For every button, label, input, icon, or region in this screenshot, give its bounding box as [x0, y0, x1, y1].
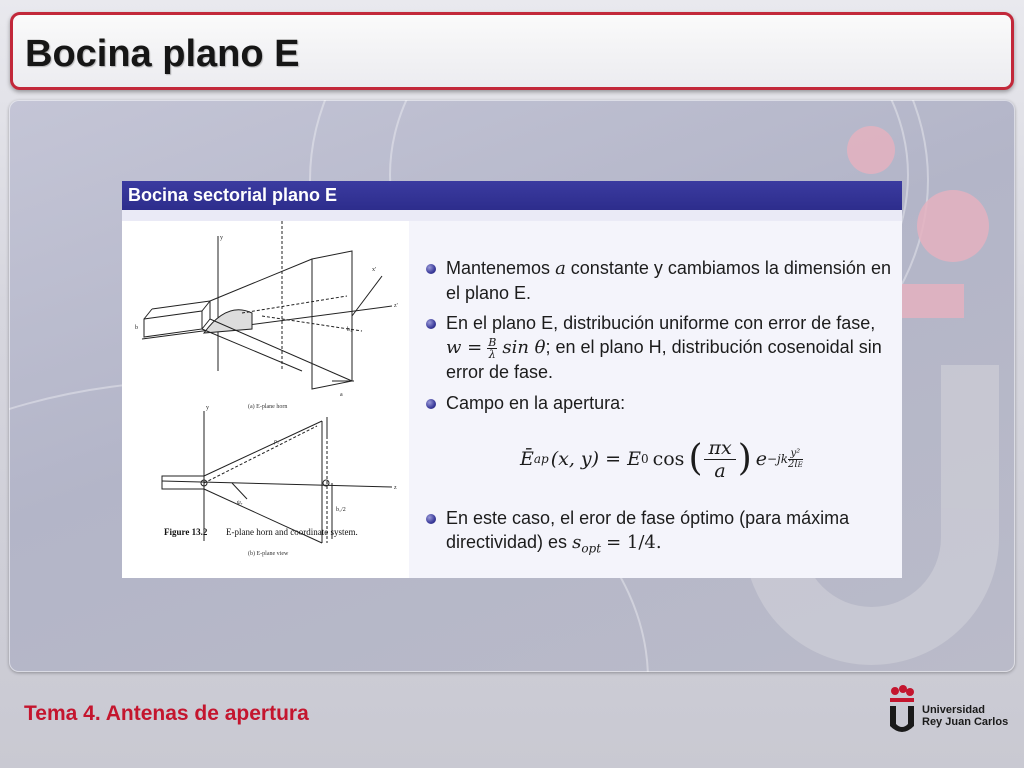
math-subscript: opt	[581, 541, 602, 556]
svg-text:ρ₁: ρ₁	[274, 439, 280, 445]
eq-fraction-numerator: πx	[704, 437, 735, 460]
eq-exp-denominator-sub: E	[797, 460, 803, 469]
aperture-field-equation	[520, 431, 850, 487]
university-name-line1: Universidad	[922, 704, 985, 716]
bullet-item	[424, 256, 894, 305]
fraction-numerator: B	[488, 335, 497, 349]
math-expression: sin θ	[502, 337, 546, 358]
footer-topic: Tema 4. Antenas de apertura	[24, 702, 309, 725]
embedded-slide	[122, 181, 902, 578]
fraction-denominator: λ	[488, 347, 496, 361]
logo-watermark-dot	[847, 126, 895, 174]
math-variable: a	[555, 258, 566, 279]
svg-text:z: z	[394, 485, 397, 491]
math-fraction	[487, 337, 497, 360]
bullet-item	[424, 391, 894, 415]
eq-paren-open: (	[688, 438, 703, 479]
bullet-text: En este caso, el eror de fase óptimo (para máxima directividad) es	[446, 508, 850, 552]
bullet-text: Campo en la apertura:	[446, 393, 626, 413]
svg-text:z': z'	[394, 303, 398, 309]
eq-e0-sub: 0	[640, 452, 649, 466]
math-expression: = 1/4.	[606, 532, 662, 553]
eq-paren-close: )	[737, 438, 752, 479]
bullet-icon	[426, 319, 436, 329]
eq-fraction-denominator: a	[714, 459, 726, 482]
eq-exp-base: e	[755, 448, 767, 470]
bullet-text: ; en el plano H, distribución cosenoidal sin error de fase.	[446, 337, 882, 382]
svg-text:b₁/2: b₁/2	[336, 507, 346, 513]
eq-exp-denominator: 2l	[788, 458, 798, 470]
eq-fraction	[704, 437, 735, 482]
bullet-icon	[426, 264, 436, 274]
e-plane-horn-drawing	[122, 221, 409, 578]
slide-header	[122, 181, 902, 210]
bullet-text: constante y cambiamos la dimensión en el plano E.	[446, 258, 891, 303]
svg-text:x': x'	[372, 267, 377, 273]
eq-args: (x, y) = E	[550, 448, 641, 470]
svg-text:b: b	[135, 325, 138, 331]
subfigure-a-label: (a) E-plane horn	[248, 404, 288, 410]
bullet-text: En el plano E, distribución uniforme con error de fase,	[446, 313, 876, 333]
slide-header-title: Bocina sectorial plano E	[128, 185, 338, 205]
svg-text:b₁: b₁	[347, 327, 353, 333]
university-logo-icon	[886, 684, 918, 740]
logo-watermark-dot	[917, 190, 989, 262]
title-bar	[10, 12, 1014, 90]
svg-text:ψₑ: ψₑ	[237, 500, 243, 506]
bullet-icon	[426, 399, 436, 409]
bullet-item	[424, 311, 894, 384]
svg-text:a: a	[340, 392, 343, 398]
svg-text:y: y	[220, 235, 223, 241]
university-name-line2: Rey Juan Carlos	[922, 716, 1009, 728]
bullet-item	[424, 506, 894, 561]
slide-header-strip	[122, 210, 902, 221]
bullet-icon	[426, 514, 436, 524]
horn-figure	[122, 221, 409, 578]
eq-lhs-sub: ap	[533, 452, 549, 466]
subfigure-b-label: (b) E-plane view	[248, 551, 289, 557]
logo-watermark-bar	[902, 284, 964, 318]
figure-caption-label: Figure 13.2	[164, 527, 208, 537]
math-expression: s	[572, 532, 582, 553]
university-name	[922, 704, 1008, 728]
eq-lhs: Ē	[520, 448, 534, 470]
eq-exp-numerator: y²	[788, 449, 803, 460]
figure-caption-text: E-plane horn and coordinate system.	[226, 527, 358, 537]
math-expression: w =	[446, 337, 483, 358]
eq-cos: cos	[652, 448, 685, 470]
page-title: Bocina plano E	[25, 33, 300, 75]
svg-text:y: y	[206, 405, 209, 411]
eq-exp-prefix: −jk	[766, 452, 789, 466]
eq-exp-fraction	[788, 449, 803, 470]
bullet-text: Mantenemos	[446, 258, 556, 278]
